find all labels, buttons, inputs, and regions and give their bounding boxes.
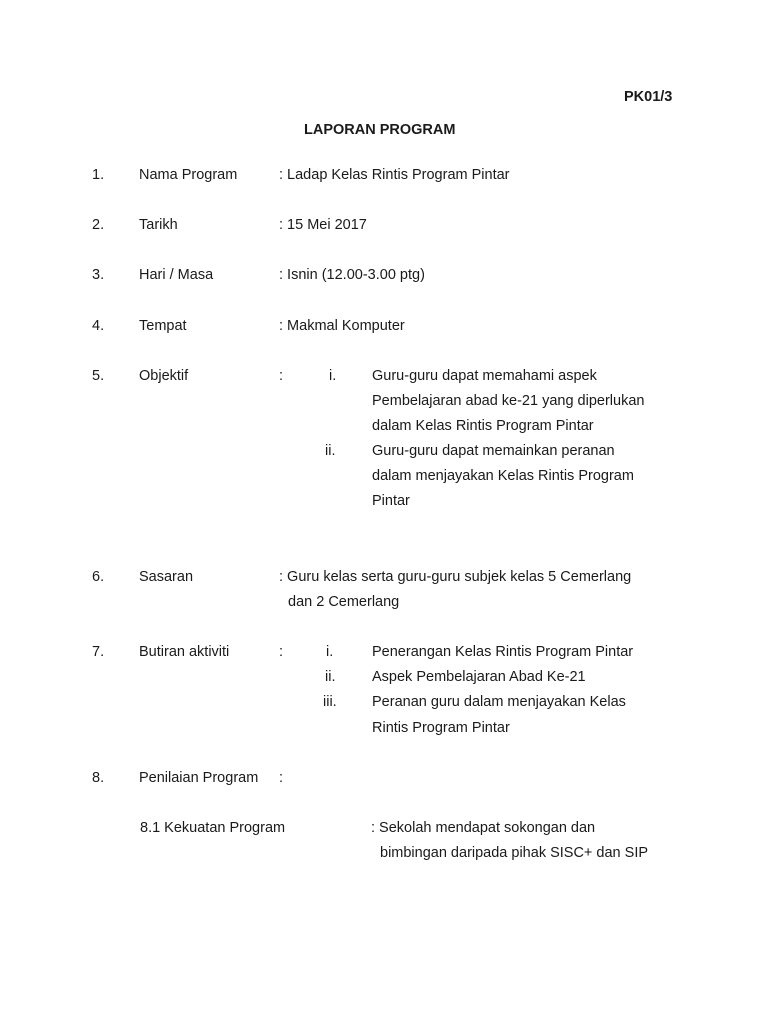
item-value: : Guru kelas serta guru-guru subjek kelas 5 Cemerlang bbox=[279, 569, 632, 585]
item-number: 8. bbox=[92, 770, 105, 786]
item-colon: : bbox=[279, 644, 284, 660]
subitem-line: Pintar bbox=[372, 493, 410, 509]
item-label: Objektif bbox=[139, 368, 189, 384]
subitem-line: Aspek Pembelajaran Abad Ke-21 bbox=[372, 669, 586, 685]
item-label: Hari / Masa bbox=[139, 267, 214, 283]
item-number: 1. bbox=[92, 167, 105, 183]
document-title: LAPORAN PROGRAM bbox=[304, 122, 456, 138]
item-number: 5. bbox=[92, 368, 105, 384]
item-colon: : bbox=[279, 368, 284, 384]
subitem-line: Penerangan Kelas Rintis Program Pintar bbox=[372, 644, 634, 660]
item-value: : Makmal Komputer bbox=[279, 318, 405, 334]
item-number: 7. bbox=[92, 644, 105, 660]
sub-item-value: : Sekolah mendapat sokongan dan bbox=[371, 820, 596, 836]
item-value: : Ladap Kelas Rintis Program Pintar bbox=[279, 167, 510, 183]
item-value: : Isnin (12.00-3.00 ptg) bbox=[279, 267, 425, 283]
subitem-roman: ii. bbox=[325, 669, 336, 685]
subitem-line: Rintis Program Pintar bbox=[372, 720, 510, 736]
subitem-roman: i. bbox=[326, 644, 334, 660]
sub-item-label: 8.1 Kekuatan Program bbox=[140, 820, 286, 836]
subitem-line: Guru-guru dapat memainkan peranan bbox=[372, 443, 615, 459]
item-label: Nama Program bbox=[139, 167, 238, 183]
subitem-roman: iii. bbox=[323, 694, 337, 710]
document-code: PK01/3 bbox=[624, 89, 673, 105]
sub-item-value: bimbingan daripada pihak SISC+ dan SIP bbox=[380, 845, 649, 861]
item-label: Sasaran bbox=[139, 569, 194, 585]
item-value: dan 2 Cemerlang bbox=[288, 594, 400, 610]
subitem-line: dalam Kelas Rintis Program Pintar bbox=[372, 418, 594, 434]
item-number: 6. bbox=[92, 569, 105, 585]
item-label: Tempat bbox=[139, 318, 187, 334]
item-label: Butiran aktiviti bbox=[139, 644, 230, 660]
item-number: 2. bbox=[92, 217, 105, 233]
subitem-roman: i. bbox=[329, 368, 337, 384]
item-value: : 15 Mei 2017 bbox=[279, 217, 367, 233]
subitem-line: dalam menjayakan Kelas Rintis Program bbox=[372, 468, 634, 484]
subitem-line: Guru-guru dapat memahami aspek bbox=[372, 368, 597, 384]
item-number: 3. bbox=[92, 267, 105, 283]
subitem-line: Pembelajaran abad ke-21 yang diperlukan bbox=[372, 393, 645, 409]
item-colon: : bbox=[279, 770, 284, 786]
subitem-line: Peranan guru dalam menjayakan Kelas bbox=[372, 694, 626, 710]
subitem-roman: ii. bbox=[325, 443, 336, 459]
item-number: 4. bbox=[92, 318, 105, 334]
item-label: Tarikh bbox=[139, 217, 178, 233]
item-label: Penilaian Program bbox=[139, 770, 259, 786]
